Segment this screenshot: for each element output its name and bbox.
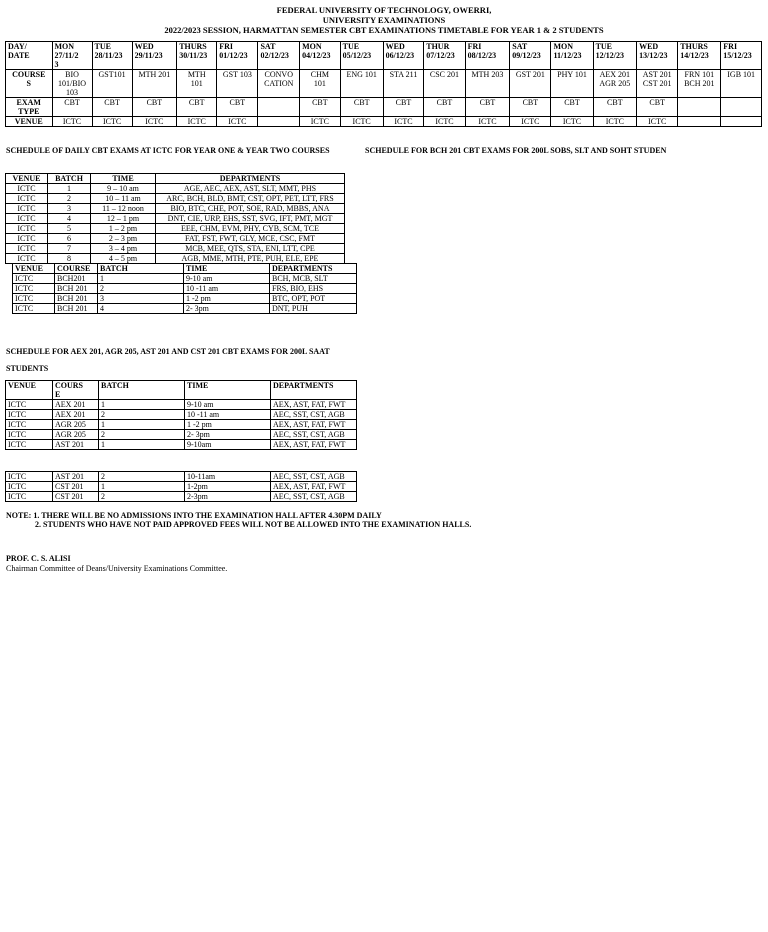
table-cell: ICTC bbox=[13, 304, 55, 314]
department-name: UNIVERSITY EXAMINATIONS bbox=[322, 15, 446, 25]
header-row bbox=[6, 42, 762, 70]
exam-type-cell: CBT bbox=[300, 98, 341, 117]
table-cell: BCH 201 bbox=[55, 304, 98, 314]
table-cell: AEX, AST, FAT, FWT bbox=[271, 420, 357, 430]
day-name: MON bbox=[553, 42, 574, 51]
day-header bbox=[300, 42, 341, 70]
day-date: 05/12/23 bbox=[342, 51, 372, 60]
table-row bbox=[6, 194, 345, 204]
table-cell: 1 bbox=[98, 274, 184, 284]
table-header-row bbox=[6, 174, 345, 184]
table-cell: CST 201 bbox=[53, 482, 99, 492]
exam-type-cell bbox=[258, 98, 300, 117]
table-cell: 2 – 3 pm bbox=[91, 234, 156, 244]
day-date: 13/12/23 bbox=[639, 51, 668, 60]
course-row-label: COURSE S bbox=[6, 70, 53, 98]
table-cell: 1 -2 pm bbox=[184, 294, 270, 304]
venue-cell: ICTC bbox=[510, 117, 551, 127]
table-cell: ICTC bbox=[6, 254, 48, 264]
day-name: SAT bbox=[512, 42, 528, 51]
table-header-row bbox=[13, 264, 357, 274]
day-header bbox=[721, 42, 762, 70]
table-row bbox=[6, 430, 357, 440]
venue-cell: ICTC bbox=[132, 117, 177, 127]
table-cell: ICTC bbox=[6, 440, 53, 450]
table-cell: ICTC bbox=[13, 294, 55, 304]
saat-schedule-table-2 bbox=[5, 471, 357, 502]
table-cell: BCH201 bbox=[55, 274, 98, 284]
table-cell: BCH 201 bbox=[55, 284, 98, 294]
course-cell: PHY 101 bbox=[551, 70, 593, 98]
table-cell: ICTC bbox=[13, 274, 55, 284]
exam-type-cell: CBT bbox=[217, 98, 258, 117]
day-date: 06/12/23 bbox=[385, 51, 415, 60]
table-row bbox=[13, 294, 357, 304]
course-cell: AST 201 CST 201 bbox=[637, 70, 678, 98]
table-cell: ICTC bbox=[6, 482, 53, 492]
course-cell: AEX 201 AGR 205 bbox=[593, 70, 637, 98]
table-cell: ICTC bbox=[13, 284, 55, 294]
table-cell: 9 – 10 am bbox=[91, 184, 156, 194]
daily-schedule-title: SCHEDULE OF DAILY CBT EXAMS AT ICTC FOR YEAR ONE & YEAR TWO COURSES bbox=[6, 146, 330, 155]
course-cell: GST 103 bbox=[217, 70, 258, 98]
day-name: MON bbox=[54, 42, 75, 51]
table-cell: ICTC bbox=[6, 234, 48, 244]
table-cell: 10 -11 am bbox=[184, 284, 270, 294]
day-date: 02/12/23 bbox=[260, 51, 289, 60]
signatory-title: Chairman Committee of Deans/University Examinations Committee. bbox=[6, 564, 228, 573]
day-date: 27/11/2 3 bbox=[54, 51, 79, 69]
table-cell: 1 bbox=[99, 400, 185, 410]
table-cell: 4 – 5 pm bbox=[91, 254, 156, 264]
table-cell: 2- 3pm bbox=[185, 430, 271, 440]
venue-cell: ICTC bbox=[177, 117, 217, 127]
table-row bbox=[13, 284, 357, 294]
table-cell: ICTC bbox=[6, 430, 53, 440]
table-cell: BCH, MCB, SLT bbox=[270, 274, 357, 284]
day-name: WED bbox=[134, 42, 154, 51]
day-name: WED bbox=[639, 42, 659, 51]
day-date: 08/12/23 bbox=[467, 51, 497, 60]
course-row bbox=[6, 70, 762, 98]
table-cell: MCB, MEE, QTS, STA, ENI, LTT, CPE bbox=[156, 244, 345, 254]
venue-cell: ICTC bbox=[217, 117, 258, 127]
venue-cell: ICTC bbox=[340, 117, 383, 127]
column-header: COURSE bbox=[55, 264, 98, 274]
column-header: TIME bbox=[184, 264, 270, 274]
table-cell: ARC, BCH, BLD, BMT, CST, OPT, PET, LTT, FRS bbox=[156, 194, 345, 204]
table-cell: ICTC bbox=[6, 204, 48, 214]
table-cell: 1-2pm bbox=[185, 482, 271, 492]
table-row bbox=[6, 400, 357, 410]
table-cell: BTC, OPT, POT bbox=[270, 294, 357, 304]
table-cell: DNT, CIE, URP, EHS, SST, SVG, IFT, PMT, MGT bbox=[156, 214, 345, 224]
table-cell: ICTC bbox=[6, 400, 53, 410]
course-cell: MTH 201 bbox=[132, 70, 177, 98]
venue-row bbox=[6, 117, 762, 127]
day-name: TUE bbox=[94, 42, 111, 51]
table-row bbox=[13, 274, 357, 284]
table-cell: AST 201 bbox=[53, 472, 99, 482]
saat-schedule-title: SCHEDULE FOR AEX 201, AGR 205, AST 201 AND CST 201 CBT EXAMS FOR 200L SAAT bbox=[6, 347, 330, 356]
table-cell: AGR 205 bbox=[53, 430, 99, 440]
table-cell: 8 bbox=[48, 254, 91, 264]
signatory-name: PROF. C. S. ALISI bbox=[6, 554, 71, 563]
course-cell: CONVO CATION bbox=[258, 70, 300, 98]
column-header: DEPARTMENTS bbox=[271, 381, 357, 400]
day-name: TUE bbox=[342, 42, 360, 51]
column-header: DEPARTMENTS bbox=[270, 264, 357, 274]
table-cell: AGB, MME, MTH, PTE, PUH, ELE, EPE bbox=[156, 254, 345, 264]
day-header bbox=[258, 42, 300, 70]
table-row bbox=[6, 420, 357, 430]
column-header: TIME bbox=[91, 174, 156, 184]
day-date: 09/12/23 bbox=[512, 51, 541, 60]
table-cell: AEX 201 bbox=[53, 400, 99, 410]
day-date: 30/11/23 bbox=[179, 51, 208, 60]
exam-type-cell: CBT bbox=[510, 98, 551, 117]
day-date: 14/12/23 bbox=[680, 51, 709, 60]
day-name: FRI bbox=[723, 42, 738, 51]
exam-type-cell: CBT bbox=[383, 98, 424, 117]
column-header: VENUE bbox=[6, 381, 53, 400]
table-cell: DNT, PUH bbox=[270, 304, 357, 314]
table-cell: 3 bbox=[48, 204, 91, 214]
table-cell: AEC, SST, CST, AGB bbox=[271, 472, 357, 482]
note-1: NOTE: 1. THERE WILL BE NO ADMISSIONS INTO THE EXAMINATION HALL AFTER 4.30PM DAILY bbox=[6, 511, 382, 520]
table-cell: ICTC bbox=[6, 224, 48, 234]
day-header bbox=[340, 42, 383, 70]
table-row bbox=[6, 244, 345, 254]
course-cell: STA 211 bbox=[383, 70, 424, 98]
table-cell: 1 bbox=[99, 440, 185, 450]
table-cell: AGE, AEC, AEX, AST, SLT, MMT, PHS bbox=[156, 184, 345, 194]
table-cell: 2 bbox=[99, 472, 185, 482]
venue-cell: ICTC bbox=[551, 117, 593, 127]
table-row bbox=[6, 482, 357, 492]
table-cell: BCH 201 bbox=[55, 294, 98, 304]
daily-schedule-table bbox=[5, 173, 345, 264]
exam-type-cell: CBT bbox=[340, 98, 383, 117]
venue-cell: ICTC bbox=[383, 117, 424, 127]
exam-type-cell: CBT bbox=[551, 98, 593, 117]
column-header: VENUE bbox=[13, 264, 55, 274]
column-header: VENUE bbox=[6, 174, 48, 184]
exam-type-cell: CBT bbox=[132, 98, 177, 117]
table-cell: 1 – 2 pm bbox=[91, 224, 156, 234]
venue-cell bbox=[678, 117, 721, 127]
table-row bbox=[6, 184, 345, 194]
table-cell: 12 – 1 pm bbox=[91, 214, 156, 224]
venue-cell bbox=[721, 117, 762, 127]
day-date: 15/12/23 bbox=[723, 51, 752, 60]
table-cell: ICTC bbox=[6, 492, 53, 502]
exam-type-cell: CBT bbox=[52, 98, 92, 117]
column-header: BATCH bbox=[98, 264, 184, 274]
note-2: 2. STUDENTS WHO HAVE NOT PAID APPROVED FEES WILL NOT BE ALLOWED INTO THE EXAMINATION HALLS. bbox=[35, 520, 472, 529]
course-cell: BIO 101/BIO 103 bbox=[52, 70, 92, 98]
venue-cell bbox=[258, 117, 300, 127]
day-header bbox=[52, 42, 92, 70]
day-header bbox=[593, 42, 637, 70]
table-cell: 9-10am bbox=[185, 440, 271, 450]
course-cell: IGB 101 bbox=[721, 70, 762, 98]
day-name: FRI bbox=[467, 42, 482, 51]
table-header-row bbox=[6, 381, 357, 400]
day-header bbox=[465, 42, 510, 70]
table-cell: 2 bbox=[99, 430, 185, 440]
exam-type-cell: CBT bbox=[92, 98, 132, 117]
table-cell: 2 bbox=[99, 410, 185, 420]
day-header bbox=[510, 42, 551, 70]
table-cell: AST 201 bbox=[53, 440, 99, 450]
table-cell: 7 bbox=[48, 244, 91, 254]
table-cell: 9-10 am bbox=[185, 400, 271, 410]
day-date: 04/12/23 bbox=[302, 51, 331, 60]
exam-type-cell: CBT bbox=[424, 98, 465, 117]
table-cell: BIO, BTC, CHE, POT, SOE, RAD, MBBS, ANA bbox=[156, 204, 345, 214]
table-cell: CST 201 bbox=[53, 492, 99, 502]
course-cell: GST101 bbox=[92, 70, 132, 98]
table-cell: 5 bbox=[48, 224, 91, 234]
saat-schedule-table bbox=[5, 380, 357, 450]
day-header bbox=[383, 42, 424, 70]
table-cell: 2-3pm bbox=[185, 492, 271, 502]
table-cell: 10 – 11 am bbox=[91, 194, 156, 204]
day-header bbox=[177, 42, 217, 70]
table-cell: 10-11am bbox=[185, 472, 271, 482]
institution-name: FEDERAL UNIVERSITY OF TECHNOLOGY, OWERRI, bbox=[276, 5, 492, 15]
table-row bbox=[6, 440, 357, 450]
exam-type-cell: CBT bbox=[637, 98, 678, 117]
table-row bbox=[6, 204, 345, 214]
table-cell: AEX 201 bbox=[53, 410, 99, 420]
day-name: THURS bbox=[680, 42, 708, 51]
table-cell: AEC, SST, CST, AGB bbox=[271, 410, 357, 420]
venue-cell: ICTC bbox=[92, 117, 132, 127]
timetable-title: 2022/2023 SESSION, HARMATTAN SEMESTER CBT EXAMINATIONS TIMETABLE FOR YEAR 1 & 2 STUDENTS bbox=[164, 25, 604, 35]
column-header: BATCH bbox=[99, 381, 185, 400]
table-row bbox=[6, 472, 357, 482]
day-name: MON bbox=[302, 42, 322, 51]
table-cell: ICTC bbox=[6, 472, 53, 482]
table-row bbox=[6, 254, 345, 264]
saat-schedule-title-2: STUDENTS bbox=[6, 364, 49, 373]
table-row bbox=[13, 304, 357, 314]
table-cell: 2- 3pm bbox=[184, 304, 270, 314]
venue-cell: ICTC bbox=[300, 117, 341, 127]
table-cell: 4 bbox=[98, 304, 184, 314]
day-name: THURS bbox=[179, 42, 207, 51]
day-name: FRI bbox=[219, 42, 234, 51]
exam-type-row bbox=[6, 98, 762, 117]
table-row bbox=[6, 224, 345, 234]
day-date: 11/12/23 bbox=[553, 51, 582, 60]
venue-row-label: VENUE bbox=[6, 117, 53, 127]
table-row bbox=[6, 492, 357, 502]
column-header: BATCH bbox=[48, 174, 91, 184]
table-cell: AEC, SST, CST, AGB bbox=[271, 492, 357, 502]
exam-type-row-label: EXAM TYPE bbox=[6, 98, 53, 117]
table-cell: 1 bbox=[48, 184, 91, 194]
day-header bbox=[92, 42, 132, 70]
table-cell: EEE, CHM, EVM, PHY, CYB, SCM, TCE bbox=[156, 224, 345, 234]
table-cell: 1 bbox=[99, 482, 185, 492]
table-cell: 1 -2 pm bbox=[185, 420, 271, 430]
table-row bbox=[6, 410, 357, 420]
course-cell: GST 201 bbox=[510, 70, 551, 98]
day-header bbox=[551, 42, 593, 70]
table-cell: 2 bbox=[98, 284, 184, 294]
course-cell: MTH 101 bbox=[177, 70, 217, 98]
table-cell: AGR 205 bbox=[53, 420, 99, 430]
day-date: 07/12/23 bbox=[426, 51, 455, 60]
table-cell: 2 bbox=[48, 194, 91, 204]
day-header bbox=[424, 42, 465, 70]
day-date: 12/12/23 bbox=[595, 51, 625, 60]
exam-type-cell: CBT bbox=[177, 98, 217, 117]
course-cell: CHM 101 bbox=[300, 70, 341, 98]
day-date-header: DAY/ DATE bbox=[6, 42, 53, 70]
table-cell: ICTC bbox=[6, 194, 48, 204]
table-cell: 3 – 4 pm bbox=[91, 244, 156, 254]
table-cell: 4 bbox=[48, 214, 91, 224]
table-cell: 9-10 am bbox=[184, 274, 270, 284]
day-name: WED bbox=[385, 42, 405, 51]
day-header bbox=[132, 42, 177, 70]
day-date: 28/11/23 bbox=[94, 51, 123, 60]
exam-type-cell bbox=[721, 98, 762, 117]
table-cell: 10 -11 am bbox=[185, 410, 271, 420]
table-cell: ICTC bbox=[6, 420, 53, 430]
table-cell: AEX, AST, FAT, FWT bbox=[271, 482, 357, 492]
venue-cell: ICTC bbox=[52, 117, 92, 127]
venue-cell: ICTC bbox=[465, 117, 510, 127]
day-header bbox=[637, 42, 678, 70]
day-date: 01/12/23 bbox=[219, 51, 248, 60]
table-cell: AEX, AST, FAT, FWT bbox=[271, 440, 357, 450]
bch-schedule-title: SCHEDULE FOR BCH 201 CBT EXAMS FOR 200L SOBS, SLT AND SOHT STUDEN bbox=[365, 146, 667, 155]
table-cell: 1 bbox=[99, 420, 185, 430]
day-name: THUR bbox=[426, 42, 450, 51]
table-row bbox=[6, 234, 345, 244]
course-cell: MTH 203 bbox=[465, 70, 510, 98]
column-header: DEPARTMENTS bbox=[156, 174, 345, 184]
table-cell: ICTC bbox=[6, 410, 53, 420]
exam-type-cell bbox=[678, 98, 721, 117]
table-cell: 11 – 12 noon bbox=[91, 204, 156, 214]
day-header bbox=[217, 42, 258, 70]
table-cell: FRS, BIO, EHS bbox=[270, 284, 357, 294]
main-timetable bbox=[5, 41, 762, 127]
venue-cell: ICTC bbox=[593, 117, 637, 127]
table-cell: AEX, AST, FAT, FWT bbox=[271, 400, 357, 410]
exam-type-cell: CBT bbox=[593, 98, 637, 117]
venue-cell: ICTC bbox=[424, 117, 465, 127]
table-cell: ICTC bbox=[6, 184, 48, 194]
column-header: COURS E bbox=[53, 381, 99, 400]
day-name: SAT bbox=[260, 42, 276, 51]
table-row bbox=[6, 214, 345, 224]
table-cell: ICTC bbox=[6, 244, 48, 254]
table-cell: 3 bbox=[98, 294, 184, 304]
course-cell: FRN 101 BCH 201 bbox=[678, 70, 721, 98]
day-name: TUE bbox=[595, 42, 613, 51]
table-cell: ICTC bbox=[6, 214, 48, 224]
venue-cell: ICTC bbox=[637, 117, 678, 127]
page-title bbox=[0, 5, 768, 35]
table-cell: 2 bbox=[99, 492, 185, 502]
column-header: TIME bbox=[185, 381, 271, 400]
table-cell: FAT, FST, FWT, GLY, MCE, CSC, FMT bbox=[156, 234, 345, 244]
table-cell: 6 bbox=[48, 234, 91, 244]
day-date: 29/11/23 bbox=[134, 51, 163, 60]
exam-type-cell: CBT bbox=[465, 98, 510, 117]
course-cell: CSC 201 bbox=[424, 70, 465, 98]
course-cell: ENG 101 bbox=[340, 70, 383, 98]
table-cell: AEC, SST, CST, AGB bbox=[271, 430, 357, 440]
day-header bbox=[678, 42, 721, 70]
bch-schedule-table bbox=[12, 263, 357, 314]
